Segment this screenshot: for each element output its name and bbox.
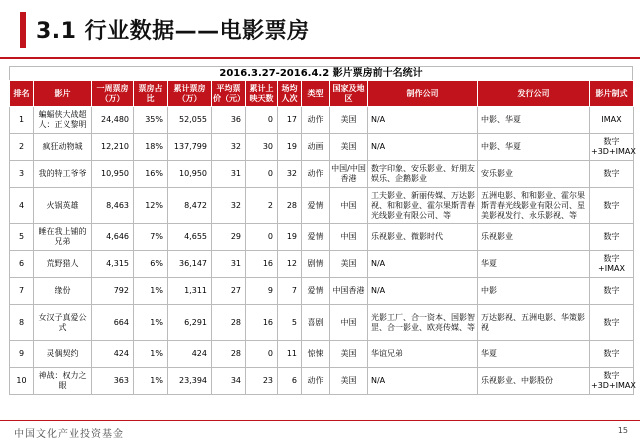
cell-genre: 剧情: [302, 251, 330, 278]
cell-total-box: 4,655: [168, 224, 212, 251]
col-header-days: 累计上映天数: [246, 81, 278, 107]
cell-audience: 28: [278, 188, 302, 224]
cell-audience: 19: [278, 224, 302, 251]
table-row: [10, 251, 634, 278]
table-row: [10, 278, 634, 305]
cell-share: 7%: [134, 224, 168, 251]
cell-genre: 动画: [302, 134, 330, 161]
table-row: [10, 134, 634, 161]
cell-producer: 数字印象、安乐影业、好朋友娱乐、企鹅影业: [368, 161, 478, 188]
cell-producer: N/A: [368, 368, 478, 395]
cell-distributor: 中影: [478, 278, 590, 305]
cell-days: 0: [246, 107, 278, 134]
cell-producer: N/A: [368, 251, 478, 278]
cell-weekly-box: 8,463: [92, 188, 134, 224]
table-row: [10, 161, 634, 188]
cell-rank: 8: [10, 305, 34, 341]
box-office-table: [9, 80, 634, 395]
cell-days: 30: [246, 134, 278, 161]
cell-weekly-box: 664: [92, 305, 134, 341]
cell-rank: 2: [10, 134, 34, 161]
cell-movie: 灵偶契约: [34, 341, 92, 368]
cell-genre: 惊悚: [302, 341, 330, 368]
cell-audience: 17: [278, 107, 302, 134]
cell-days: 16: [246, 251, 278, 278]
cell-weekly-box: 10,950: [92, 161, 134, 188]
cell-total-box: 6,291: [168, 305, 212, 341]
cell-genre: 动作: [302, 107, 330, 134]
cell-avg-price: 31: [212, 161, 246, 188]
cell-avg-price: 32: [212, 134, 246, 161]
cell-share: 16%: [134, 161, 168, 188]
table-row: [10, 305, 634, 341]
cell-avg-price: 28: [212, 341, 246, 368]
col-header-audience: 场均人次: [278, 81, 302, 107]
cell-share: 1%: [134, 278, 168, 305]
col-header-movie: 影片: [34, 81, 92, 107]
table-header-row: [10, 81, 634, 107]
cell-audience: 32: [278, 161, 302, 188]
cell-producer: 乐视影业、微影时代: [368, 224, 478, 251]
cell-genre: 动作: [302, 368, 330, 395]
cell-total-box: 1,311: [168, 278, 212, 305]
cell-audience: 12: [278, 251, 302, 278]
cell-days: 23: [246, 368, 278, 395]
cell-region: 美国: [330, 368, 368, 395]
col-header-distributor: 发行公司: [478, 81, 590, 107]
cell-days: 0: [246, 341, 278, 368]
cell-format: 数字: [590, 161, 634, 188]
cell-rank: 4: [10, 188, 34, 224]
cell-distributor: 万达影视、五洲电影、华策影视: [478, 305, 590, 341]
cell-genre: 爱情: [302, 188, 330, 224]
cell-avg-price: 36: [212, 107, 246, 134]
cell-avg-price: 31: [212, 251, 246, 278]
cell-avg-price: 28: [212, 305, 246, 341]
cell-share: 1%: [134, 305, 168, 341]
cell-movie: 火锅英雄: [34, 188, 92, 224]
cell-total-box: 10,950: [168, 161, 212, 188]
cell-format: 数字+IMAX: [590, 251, 634, 278]
cell-rank: 10: [10, 368, 34, 395]
cell-genre: 爱情: [302, 278, 330, 305]
cell-format: 数字: [590, 188, 634, 224]
cell-region: 美国: [330, 341, 368, 368]
page-number: 15: [617, 426, 628, 435]
cell-movie: 缘份: [34, 278, 92, 305]
cell-days: 0: [246, 161, 278, 188]
col-header-format: 影片制式: [590, 81, 634, 107]
table-row: [10, 368, 634, 395]
cell-distributor: 华夏: [478, 341, 590, 368]
cell-weekly-box: 4,646: [92, 224, 134, 251]
cell-rank: 7: [10, 278, 34, 305]
cell-days: 2: [246, 188, 278, 224]
cell-share: 1%: [134, 341, 168, 368]
cell-audience: 7: [278, 278, 302, 305]
cell-avg-price: 27: [212, 278, 246, 305]
cell-days: 16: [246, 305, 278, 341]
cell-movie: 神战：权力之眼: [34, 368, 92, 395]
cell-genre: 动作: [302, 161, 330, 188]
cell-rank: 1: [10, 107, 34, 134]
cell-share: 1%: [134, 368, 168, 395]
slide-header: [0, 0, 640, 62]
cell-audience: 11: [278, 341, 302, 368]
cell-rank: 6: [10, 251, 34, 278]
cell-region: 中国/中国香港: [330, 161, 368, 188]
cell-genre: 爱情: [302, 224, 330, 251]
cell-distributor: 五洲电影、和和影业、霍尔果斯青春光线影业有限公司、星美影视发行、永乐影视、等: [478, 188, 590, 224]
cell-distributor: 中影、华夏: [478, 107, 590, 134]
cell-movie: 荒野猎人: [34, 251, 92, 278]
cell-distributor: 华夏: [478, 251, 590, 278]
cell-distributor: 乐视影业、中影股份: [478, 368, 590, 395]
cell-total-box: 137,799: [168, 134, 212, 161]
col-header-genre: 类型: [302, 81, 330, 107]
cell-avg-price: 29: [212, 224, 246, 251]
cell-share: 18%: [134, 134, 168, 161]
cell-region: 美国: [330, 107, 368, 134]
cell-audience: 6: [278, 368, 302, 395]
cell-days: 9: [246, 278, 278, 305]
cell-weekly-box: 363: [92, 368, 134, 395]
col-header-share: 票房占比: [134, 81, 168, 107]
cell-producer: N/A: [368, 278, 478, 305]
cell-total-box: 424: [168, 341, 212, 368]
cell-movie: 蝙蝠侠大战超人：正义黎明: [34, 107, 92, 134]
cell-rank: 5: [10, 224, 34, 251]
table-row: [10, 107, 634, 134]
cell-movie: 女汉子真爱公式: [34, 305, 92, 341]
cell-format: 数字: [590, 341, 634, 368]
title-divider: [0, 57, 640, 59]
cell-producer: 华谊兄弟: [368, 341, 478, 368]
cell-weekly-box: 24,480: [92, 107, 134, 134]
col-header-rank: 排名: [10, 81, 34, 107]
cell-weekly-box: 4,315: [92, 251, 134, 278]
cell-producer: N/A: [368, 134, 478, 161]
table-title: 2016.3.27-2016.4.2 影片票房前十名统计: [9, 66, 633, 80]
cell-format: 数字: [590, 305, 634, 341]
cell-audience: 5: [278, 305, 302, 341]
cell-avg-price: 34: [212, 368, 246, 395]
cell-format: 数字: [590, 224, 634, 251]
cell-weekly-box: 792: [92, 278, 134, 305]
cell-region: 中国: [330, 224, 368, 251]
cell-total-box: 52,055: [168, 107, 212, 134]
cell-days: 0: [246, 224, 278, 251]
cell-region: 中国香港: [330, 278, 368, 305]
col-header-total-box: 累计票房（万）: [168, 81, 212, 107]
cell-share: 6%: [134, 251, 168, 278]
cell-weekly-box: 12,210: [92, 134, 134, 161]
cell-share: 12%: [134, 188, 168, 224]
table-row: [10, 224, 634, 251]
cell-share: 35%: [134, 107, 168, 134]
cell-distributor: 乐视影业: [478, 224, 590, 251]
cell-region: 美国: [330, 134, 368, 161]
cell-format: 数字+3D+IMAX: [590, 134, 634, 161]
footer-divider: [0, 420, 640, 421]
box-office-table-container: [9, 66, 636, 395]
cell-region: 中国: [330, 188, 368, 224]
cell-audience: 19: [278, 134, 302, 161]
table-row: [10, 341, 634, 368]
cell-producer: 光影工厂、合一资本、国影智罡、合一影业、欧亮传媒、等: [368, 305, 478, 341]
cell-rank: 3: [10, 161, 34, 188]
cell-movie: 睡在我上铺的兄弟: [34, 224, 92, 251]
col-header-avg-price: 平均票价（元）: [212, 81, 246, 107]
col-header-producer: 制作公司: [368, 81, 478, 107]
cell-producer: N/A: [368, 107, 478, 134]
cell-region: 中国: [330, 305, 368, 341]
cell-format: 数字: [590, 278, 634, 305]
cell-rank: 9: [10, 341, 34, 368]
cell-total-box: 8,472: [168, 188, 212, 224]
cell-weekly-box: 424: [92, 341, 134, 368]
cell-format: 数字+3D+IMAX: [590, 368, 634, 395]
cell-distributor: 中影、华夏: [478, 134, 590, 161]
cell-movie: 疯狂动物城: [34, 134, 92, 161]
footer-logo: 中国文化产业投资基金: [14, 429, 124, 440]
page-title: 3.1 行业数据——电影票房: [36, 19, 310, 44]
col-header-region: 国家及地区: [330, 81, 368, 107]
cell-region: 美国: [330, 251, 368, 278]
title-accent-bar: [20, 12, 26, 48]
table-row: [10, 188, 634, 224]
cell-distributor: 安乐影业: [478, 161, 590, 188]
cell-avg-price: 32: [212, 188, 246, 224]
col-header-weekly-box: 一周票房（万）: [92, 81, 134, 107]
cell-movie: 我的特工爷爷: [34, 161, 92, 188]
cell-producer: 工夫影业、新丽传媒、万达影视、和和影业、霍尔果斯青春光线影业有限公司、等: [368, 188, 478, 224]
cell-format: IMAX: [590, 107, 634, 134]
cell-genre: 喜剧: [302, 305, 330, 341]
cell-total-box: 36,147: [168, 251, 212, 278]
cell-total-box: 23,394: [168, 368, 212, 395]
